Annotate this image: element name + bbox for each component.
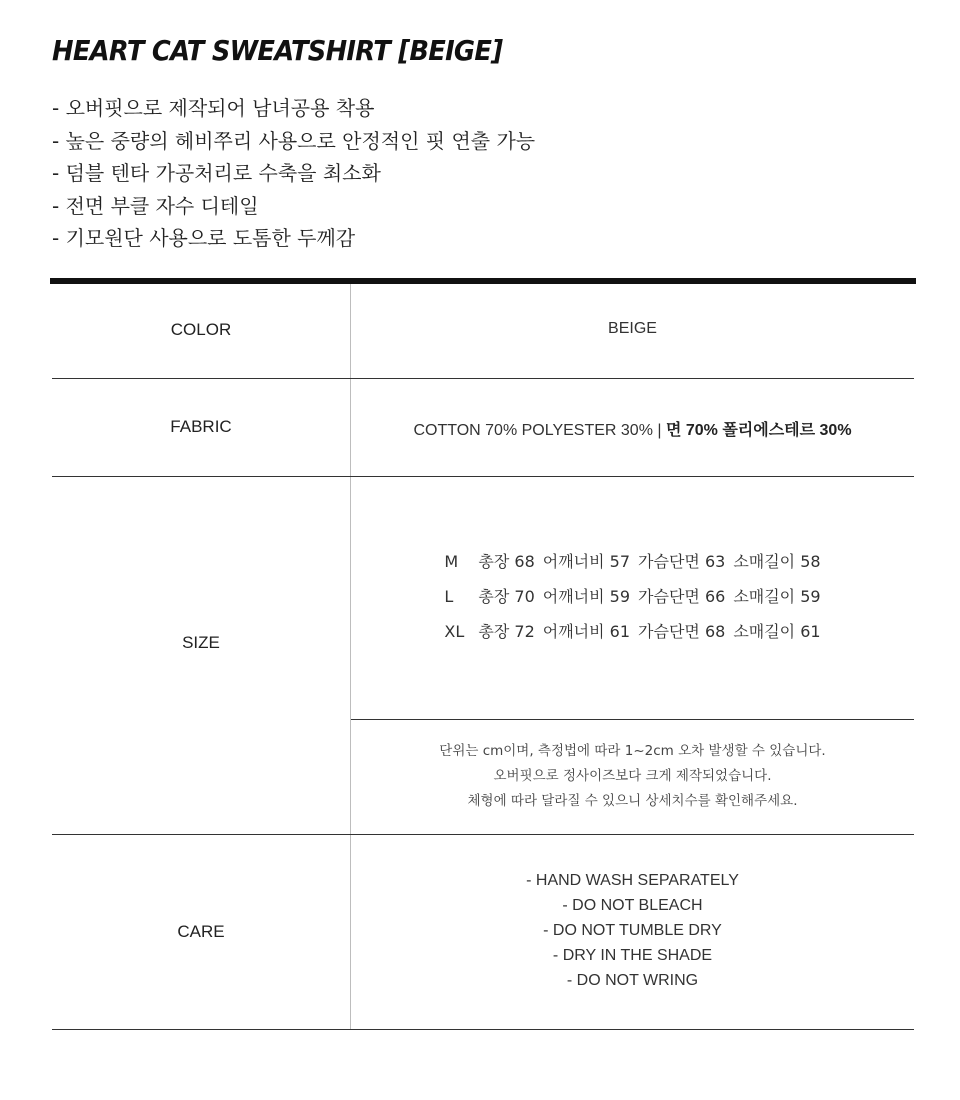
fabric-value-korean: 면 70% 폴리에스테르 30% [665,422,852,439]
size-chest: 가슴단면 66 [638,587,726,606]
feature-item: - 덤블 텐타 가공처리로 수축을 최소화 [52,161,381,185]
size-length: 총장 72 [478,622,535,641]
size-notes-divider [351,719,914,720]
feature-item: - 높은 중량의 헤비쭈리 사용으로 안정적인 핏 연출 가능 [52,128,536,153]
size-sleeve: 소매길이 59 [733,587,821,606]
care-item: - DO NOT TUMBLE DRY [543,922,722,939]
row-divider [52,378,914,379]
size-note: 체형에 따라 달라질 수 있으니 상세치수를 확인해주세요. [467,793,798,809]
size-note: 단위는 cm이며, 측정법에 따라 1~2cm 오차 발생할 수 있습니다. [439,743,826,759]
size-code: L [444,587,454,606]
table-bottom-rule [52,1029,914,1030]
color-label: COLOR [170,320,232,339]
color-value: BEIGE [608,320,657,337]
care-item: - HAND WASH SEPARATELY [526,872,739,889]
size-chest: 가슴단면 68 [638,622,726,641]
feature-item: - 전면 부클 자수 디테일 [52,193,259,218]
size-row [351,546,914,581]
care-instructions [351,868,914,993]
size-shoulder: 어깨너비 59 [542,587,631,606]
size-shoulder: 어깨너비 57 [542,552,631,571]
product-title: HEART CAT SWEATSHIRT [BEIGE] [52,34,503,67]
row-divider [52,834,914,835]
size-code: XL [444,622,465,641]
size-length: 총장 68 [478,552,535,571]
size-sleeve: 소매길이 61 [733,622,821,641]
size-note: 오버핏으로 정사이즈보다 크게 제작되었습니다. [493,768,772,784]
size-length: 총장 70 [478,587,535,606]
size-chest: 가슴단면 63 [638,552,726,571]
fabric-value [351,417,914,440]
care-item: - DRY IN THE SHADE [552,947,713,964]
row-divider [52,476,914,477]
care-item: - DO NOT WRING [566,972,699,989]
size-notes [351,739,914,814]
size-shoulder: 어깨너비 61 [542,622,631,641]
size-row [351,616,914,651]
size-sleeve: 소매길이 58 [733,552,821,571]
table-top-rule [50,278,916,284]
size-label: SIZE [182,633,220,652]
size-chart [351,546,914,651]
fabric-label: FABRIC [170,417,232,436]
feature-item: - 오버핏으로 제작되어 남녀공용 착용 [52,96,375,120]
care-item: - DO NOT BLEACH [562,897,703,914]
feature-item: - 기모원단 사용으로 도톰한 두께감 [52,226,356,250]
fabric-value-english: COTTON 70% POLYESTER 30% | [413,422,662,439]
feature-list [52,92,535,255]
size-row [351,581,914,616]
size-code: M [444,552,459,571]
care-label: CARE [177,922,225,941]
